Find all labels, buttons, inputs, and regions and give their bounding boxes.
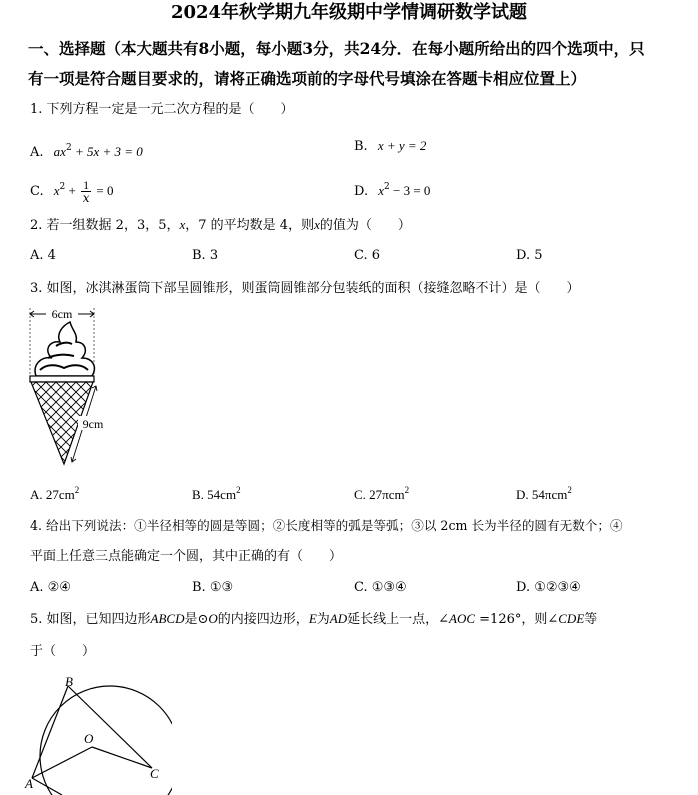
q1-option-b[interactable] xyxy=(354,136,426,157)
q5-stem-o: O xyxy=(208,611,218,626)
q2-stem-x: x xyxy=(179,217,186,232)
q4-option-d[interactable]: D. ①②③④ xyxy=(516,580,581,595)
q5-stem-abcd: ABCD xyxy=(150,611,185,626)
q5-stem-ad: AD xyxy=(329,611,348,626)
q2-option-c[interactable]: C. 6 xyxy=(354,248,381,263)
q1-option-c-numerator: 1 xyxy=(83,178,90,192)
q1-option-c-label: C. xyxy=(30,184,44,199)
q1-option-a-label: A. xyxy=(30,145,44,160)
q3-option-d-label: D. xyxy=(516,487,529,502)
q1-option-d-exponent: 2 xyxy=(384,182,390,192)
fig-label-a: A xyxy=(25,776,33,791)
q3-option-a-label: A. xyxy=(30,487,43,502)
exam-title: 2024年秋学期九年级期中学情调研数学试题 xyxy=(170,2,528,23)
q3-option-d-exponent: 2 xyxy=(567,485,572,495)
q3-option-b[interactable] xyxy=(192,480,241,505)
q1-option-c-fraction xyxy=(81,179,91,204)
q5-stem-b: 是⊙ xyxy=(184,612,209,627)
fig-top-label: 6cm xyxy=(51,307,73,321)
q5-stem-c: 的内接四边形， xyxy=(217,612,309,627)
q1-stem: 1. 下列方程一定是一元二次方程的是（ ） xyxy=(30,102,294,117)
fig-side-label: 9cm xyxy=(82,417,104,431)
q3-option-b-value: 54cm xyxy=(207,487,237,502)
q3-stem: 3. 如图，冰淇淋蛋筒下部呈圆锥形，则蛋筒圆锥部分包装纸的面积（接缝忽略不计）是（ ） xyxy=(30,281,580,296)
q3-option-d-value: 54πcm xyxy=(531,487,568,502)
q2-stem-x2: x xyxy=(314,217,320,232)
q3-option-a-exponent: 2 xyxy=(74,485,80,495)
q1-option-d-term: x xyxy=(378,183,385,198)
fig-label-c: C xyxy=(150,766,159,781)
q1-option-c-denominator: x xyxy=(82,191,90,205)
q1-option-c-rest: = 0 xyxy=(93,183,114,198)
q5-stem-h: 等 xyxy=(584,612,598,627)
q5-stem-cde: CDE xyxy=(558,611,585,626)
circle-quadrilateral-figure xyxy=(22,672,172,795)
q5-stem-aoc: AOC xyxy=(449,611,476,626)
q3-option-c-label: C. xyxy=(354,487,366,502)
q5-stem-g: =126°，则∠ xyxy=(475,612,559,627)
q3-option-c-value: 27πcm xyxy=(369,487,405,502)
q4-option-b[interactable]: B. ①③ xyxy=(192,580,234,595)
q5-stem-a: 5. 如图，已知四边形 xyxy=(30,612,151,627)
q1-option-a[interactable] xyxy=(30,138,143,163)
q1-option-a-rest: + 5x + 3 = 0 xyxy=(71,144,143,159)
q1-option-d-rest: − 3 = 0 xyxy=(389,183,431,198)
q1-option-c-plus: + xyxy=(65,183,80,198)
q5-stem-f: 延长线上一点，∠ xyxy=(347,612,450,627)
q3-option-d[interactable] xyxy=(516,480,572,505)
q1-option-d-label: D. xyxy=(354,184,369,199)
q3-option-c-exponent: 2 xyxy=(404,485,410,495)
q1-option-a-exponent: 2 xyxy=(65,143,72,153)
q1-option-c[interactable] xyxy=(30,177,113,204)
q2-stem xyxy=(30,215,411,236)
q4-option-a[interactable]: A. ②④ xyxy=(30,580,71,595)
q4-option-c[interactable]: C. ①③④ xyxy=(354,580,407,595)
q2-option-d[interactable]: D. 5 xyxy=(516,248,543,263)
q3-option-a-value: 27cm xyxy=(45,487,75,502)
q1-option-b-expr: x + y = 2 xyxy=(377,138,427,153)
q1-option-d[interactable] xyxy=(354,177,430,202)
q1-option-c-term: x xyxy=(53,183,60,198)
ice-cream-cone-figure xyxy=(26,304,112,470)
q3-option-c[interactable] xyxy=(354,480,409,505)
q1-option-b-label: B. xyxy=(354,139,368,154)
q4-stem-line1: 4. 给出下列说法：①半径相等的圆是等圆；②长度相等的弧是等弧；③以 2cm 长为半径的圆有无数个；④ xyxy=(30,518,623,533)
q1-option-a-term: ax xyxy=(53,144,66,159)
q2-option-a[interactable]: A. 4 xyxy=(30,248,56,263)
q5-stem-line2: 于（ ） xyxy=(30,644,96,659)
q2-option-b[interactable]: B. 3 xyxy=(192,248,219,263)
fig-label-o: O xyxy=(84,731,94,746)
q5-stem-d: 为 xyxy=(316,612,330,627)
q4-stem-line2: 平面上任意三点能确定一个圆，其中正确的有（ ） xyxy=(30,549,343,564)
section-heading-line1: 一、选择题（本大题共有8小题，每小题3分，共24分．在每小题所给出的四个选项中，只 xyxy=(28,39,645,58)
q2-stem-c: 的值为（ ） xyxy=(319,218,411,233)
q3-option-b-exponent: 2 xyxy=(236,485,241,495)
q5-stem-line1 xyxy=(30,609,597,630)
q2-stem-b: ，7 的平均数是 4，则 xyxy=(185,218,315,233)
q1-option-c-exponent: 2 xyxy=(59,182,66,192)
q3-option-b-label: B. xyxy=(192,487,204,502)
fig-label-b: B xyxy=(65,674,73,689)
q2-stem-a: 2. 若一组数据 2，3，5， xyxy=(30,218,180,233)
q3-option-a[interactable] xyxy=(30,480,79,505)
section-heading-line2: 有一项是符合题目要求的，请将正确选项前的字母代号填涂在答题卡相应位置上） xyxy=(28,69,587,88)
q5-stem-e: E xyxy=(308,611,317,626)
